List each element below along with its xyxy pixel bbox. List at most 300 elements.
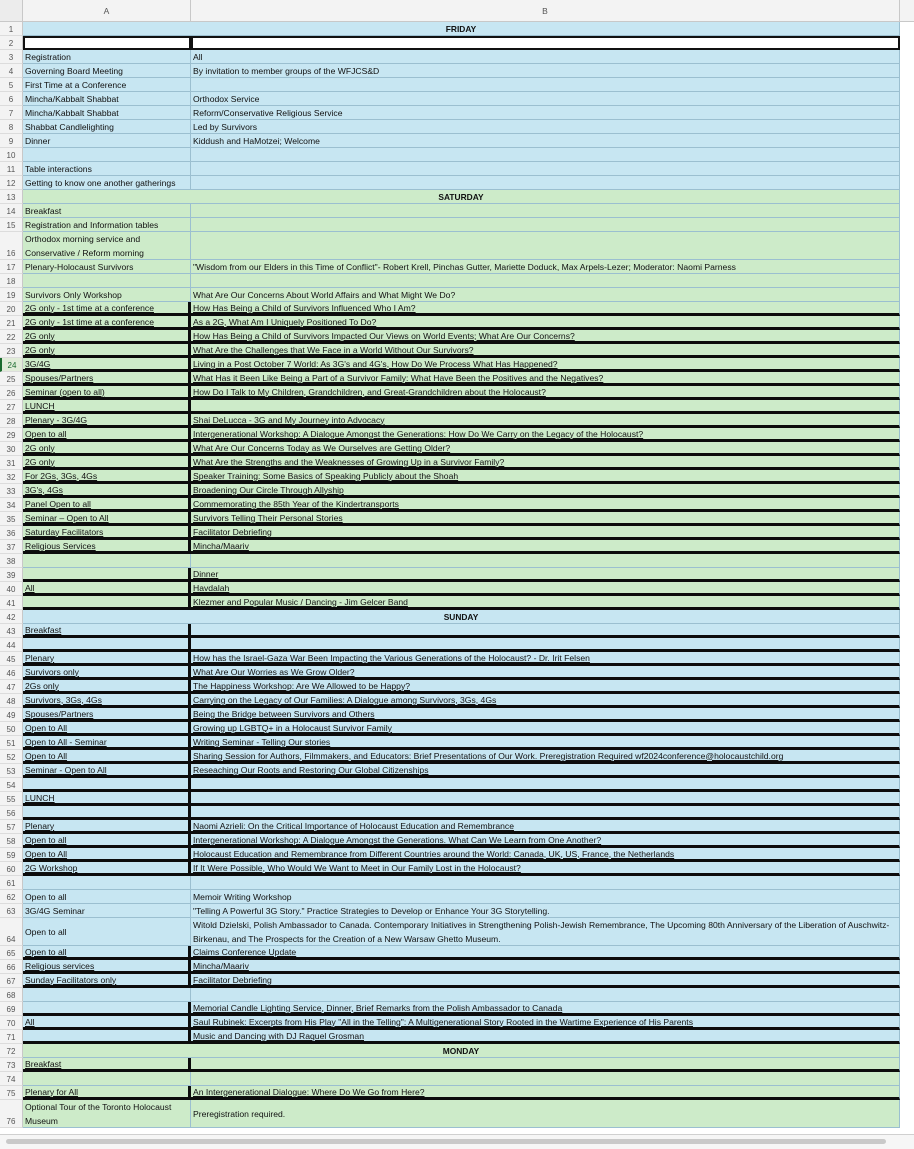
cell-a[interactable] <box>23 862 191 876</box>
row-number[interactable]: 65 <box>0 946 23 960</box>
row-number[interactable]: 50 <box>0 722 23 736</box>
cell-a[interactable] <box>23 470 191 484</box>
row-number[interactable]: 14 <box>0 204 23 218</box>
cell-b[interactable] <box>191 134 900 148</box>
row-number[interactable]: 51 <box>0 736 23 750</box>
cell-b[interactable] <box>191 78 900 92</box>
row-number[interactable]: 53 <box>0 764 23 778</box>
row-number[interactable]: 45 <box>0 652 23 666</box>
sheet-row <box>0 92 914 106</box>
row-number[interactable]: 7 <box>0 106 23 120</box>
cell-a[interactable] <box>23 372 191 386</box>
sheet-row <box>0 764 914 778</box>
cell-a[interactable] <box>23 148 191 162</box>
row-number[interactable]: 13 <box>0 190 23 204</box>
cell-b[interactable] <box>191 834 900 848</box>
row-number[interactable]: 23 <box>0 344 23 358</box>
row-number[interactable]: 41 <box>0 596 23 610</box>
cell-a[interactable] <box>23 204 191 218</box>
cell-a[interactable] <box>23 554 191 568</box>
cell-a[interactable] <box>23 36 191 50</box>
row-number[interactable]: 9 <box>0 134 23 148</box>
cell-a[interactable] <box>23 918 191 946</box>
cell-a[interactable] <box>23 218 191 232</box>
cell-a[interactable] <box>23 526 191 540</box>
cell-a-text: 2G only <box>25 442 55 453</box>
cell-a[interactable] <box>23 50 191 64</box>
cell-a[interactable] <box>23 904 191 918</box>
cell-b[interactable] <box>191 316 900 330</box>
sheet-row <box>0 442 914 456</box>
row-number[interactable]: 47 <box>0 680 23 694</box>
row-number[interactable]: 42 <box>0 610 23 624</box>
cell-b[interactable] <box>191 708 900 722</box>
cell-a[interactable] <box>23 1086 191 1100</box>
cell-a-text: Religious Services <box>25 540 96 551</box>
column-header-a[interactable]: A <box>23 0 191 21</box>
row-number[interactable]: 73 <box>0 1058 23 1072</box>
cell-a[interactable] <box>23 974 191 988</box>
cell-b[interactable] <box>191 540 900 554</box>
cell-a[interactable] <box>23 708 191 722</box>
cell-b[interactable] <box>191 624 900 638</box>
cell-b[interactable] <box>191 50 900 64</box>
cell-a[interactable] <box>23 1058 191 1072</box>
cell-a-text: All <box>25 1016 35 1027</box>
row-number[interactable]: 75 <box>0 1086 23 1100</box>
cell-a-text: 2G only <box>25 456 55 467</box>
sheet-row <box>0 778 914 792</box>
cell-b[interactable] <box>191 372 900 386</box>
row-number[interactable]: 72 <box>0 1044 23 1058</box>
cell-b[interactable] <box>191 414 900 428</box>
row-number[interactable]: 62 <box>0 890 23 904</box>
cell-a-text: Survivors, 3Gs, 4Gs <box>25 694 102 705</box>
cell-a[interactable] <box>23 750 191 764</box>
cell-b-text: How Has Being a Child of Survivors Impacted Our Views on World Events; What Are Our Concerns? <box>193 330 575 341</box>
cell-b[interactable] <box>191 484 900 498</box>
cell-a[interactable] <box>23 890 191 904</box>
cell-b[interactable] <box>191 666 900 680</box>
cell-a[interactable] <box>23 540 191 554</box>
cell-b-text: Survivors Telling Their Personal Stories <box>193 512 343 523</box>
cell-b[interactable] <box>191 456 900 470</box>
row-number[interactable]: 36 <box>0 526 23 540</box>
cell-a[interactable] <box>23 568 191 582</box>
cell-b[interactable] <box>191 1058 900 1072</box>
cell-b[interactable] <box>191 554 900 568</box>
cell-b[interactable] <box>191 162 900 176</box>
cell-b[interactable] <box>191 498 900 512</box>
sheet-row <box>0 106 914 120</box>
cell-a-text: For 2Gs, 3Gs, 4Gs <box>25 470 98 481</box>
cell-a[interactable] <box>23 134 191 148</box>
cell-b-text: Saul Rubinek: Excerpts from His Play "All in the Telling": A Multigenerational Story Rooted in the Wartime Experience of His Parents <box>193 1016 693 1027</box>
row-number[interactable]: 31 <box>0 456 23 470</box>
sheet-row <box>0 218 914 232</box>
cell-a-text: Table interactions <box>25 163 92 174</box>
cell-b[interactable] <box>191 1100 900 1128</box>
sheet-row <box>0 918 914 946</box>
cell-a[interactable] <box>23 694 191 708</box>
cell-a[interactable] <box>23 428 191 442</box>
cell-b[interactable] <box>191 694 900 708</box>
cell-b-text: Orthodox Service <box>193 93 260 104</box>
row-number[interactable]: 64 <box>0 918 23 946</box>
cell-b[interactable] <box>191 568 900 582</box>
cell-a[interactable] <box>23 484 191 498</box>
cell-a-text: Governing Board Meeting <box>25 65 123 76</box>
cell-b[interactable] <box>191 1086 900 1100</box>
cell-b[interactable] <box>191 806 900 820</box>
cell-b[interactable] <box>191 1072 900 1086</box>
row-number[interactable]: 26 <box>0 386 23 400</box>
row-number[interactable]: 34 <box>0 498 23 512</box>
row-number[interactable]: 68 <box>0 988 23 1002</box>
cell-a[interactable] <box>23 652 191 666</box>
sheet-row <box>0 792 914 806</box>
cell-b[interactable] <box>191 470 900 484</box>
cell-a[interactable] <box>23 400 191 414</box>
row-number[interactable]: 17 <box>0 260 23 274</box>
cell-a[interactable] <box>23 1072 191 1086</box>
cell-a[interactable] <box>23 792 191 806</box>
row-number[interactable]: 48 <box>0 694 23 708</box>
cell-b[interactable] <box>191 722 900 736</box>
row-number[interactable]: 37 <box>0 540 23 554</box>
cell-b[interactable] <box>191 176 900 190</box>
sheet-row <box>0 526 914 540</box>
cell-b[interactable] <box>191 918 900 946</box>
cell-a-text: Sunday Facilitators only <box>25 974 117 985</box>
cell-a-text: Seminar (open to all) <box>25 386 105 397</box>
cell-b-text: Broadening Our Circle Through Allyship <box>193 484 344 495</box>
cell-a[interactable] <box>23 582 191 596</box>
row-number[interactable]: 29 <box>0 428 23 442</box>
row-number[interactable]: 18 <box>0 274 23 288</box>
cell-a-text: 3G's, 4Gs <box>25 484 63 495</box>
cell-a[interactable] <box>23 1002 191 1016</box>
row-number[interactable]: 67 <box>0 974 23 988</box>
cell-a[interactable] <box>23 386 191 400</box>
row-number[interactable]: 8 <box>0 120 23 134</box>
cell-b[interactable] <box>191 288 900 302</box>
row-number[interactable]: 3 <box>0 50 23 64</box>
cell-b[interactable] <box>191 1016 900 1030</box>
row-number[interactable]: 5 <box>0 78 23 92</box>
cell-b[interactable] <box>191 736 900 750</box>
cell-a-text: Getting to know one another gatherings <box>25 177 176 188</box>
row-number[interactable]: 2 <box>0 36 23 50</box>
cell-a-text: Breakfast <box>25 205 62 216</box>
row-number[interactable]: 71 <box>0 1030 23 1044</box>
row-number[interactable]: 12 <box>0 176 23 190</box>
cell-a[interactable] <box>23 806 191 820</box>
row-number[interactable]: 70 <box>0 1016 23 1030</box>
row-number[interactable]: 10 <box>0 148 23 162</box>
cell-b[interactable] <box>191 946 900 960</box>
cell-a-text: 2G Workshop <box>25 862 78 873</box>
cell-a[interactable] <box>23 848 191 862</box>
row-number[interactable]: 24 <box>0 358 23 372</box>
select-all-corner[interactable] <box>0 0 23 21</box>
cell-a[interactable] <box>23 358 191 372</box>
row-number[interactable]: 69 <box>0 1002 23 1016</box>
day-header-cell[interactable]: FRIDAY <box>23 22 900 36</box>
cell-a[interactable] <box>23 92 191 106</box>
sheet-row <box>0 288 914 302</box>
cell-b[interactable] <box>191 218 900 232</box>
sheet-row <box>0 890 914 904</box>
cell-b[interactable] <box>191 148 900 162</box>
column-header-bar <box>0 0 914 22</box>
row-number[interactable]: 49 <box>0 708 23 722</box>
cell-b-text: How has the Israel-Gaza War Been Impacting the Various Generations of the Holocaust? - Dr. Irit Felsen <box>193 652 590 663</box>
cell-a-text: 2Gs only <box>25 680 59 691</box>
cell-a[interactable] <box>23 456 191 470</box>
cell-b[interactable] <box>191 302 900 316</box>
sheet-row <box>0 652 914 666</box>
row-number[interactable]: 22 <box>0 330 23 344</box>
cell-b[interactable] <box>191 400 900 414</box>
cell-b[interactable] <box>191 64 900 78</box>
cell-b-text: Reform/Conservative Religious Service <box>193 107 343 118</box>
cell-a[interactable] <box>23 288 191 302</box>
cell-a[interactable] <box>23 330 191 344</box>
cell-b-text: Witold Dzielski, Polish Ambassador to Canada. Contemporary Initiatives in Strengthening Polish-Jewish Remembrance, The Upcoming 80th Anniversary of the Liberation of Auschwitz-Birkenau, and The Prospects for the Creation of a New Warsaw Ghetto Museum. <box>193 919 890 944</box>
cell-b[interactable] <box>191 890 900 904</box>
row-number[interactable]: 43 <box>0 624 23 638</box>
row-number[interactable]: 40 <box>0 582 23 596</box>
column-header-b[interactable]: B <box>191 0 900 21</box>
cell-a[interactable] <box>23 960 191 974</box>
cell-a-text: Survivors Only Workshop <box>25 289 122 300</box>
cell-b[interactable] <box>191 876 900 890</box>
row-number[interactable]: 63 <box>0 904 23 918</box>
day-header-cell[interactable]: SUNDAY <box>23 610 900 624</box>
cell-a-text: Open to all <box>25 428 67 439</box>
cell-b[interactable] <box>191 442 900 456</box>
cell-b[interactable] <box>191 344 900 358</box>
row-number[interactable]: 6 <box>0 92 23 106</box>
row-number[interactable]: 44 <box>0 638 23 652</box>
row-number[interactable]: 21 <box>0 316 23 330</box>
row-number[interactable]: 55 <box>0 792 23 806</box>
cell-b[interactable] <box>191 1030 900 1044</box>
cell-a[interactable] <box>23 162 191 176</box>
cell-a[interactable] <box>23 1030 191 1044</box>
cell-b[interactable] <box>191 274 900 288</box>
row-number[interactable]: 19 <box>0 288 23 302</box>
cell-a[interactable] <box>23 260 191 274</box>
cell-a[interactable] <box>23 414 191 428</box>
cell-a[interactable] <box>23 764 191 778</box>
row-number[interactable]: 46 <box>0 666 23 680</box>
row-number[interactable]: 66 <box>0 960 23 974</box>
cell-a-text: Religious services <box>25 960 95 971</box>
cell-a[interactable] <box>23 106 191 120</box>
row-number[interactable]: 11 <box>0 162 23 176</box>
cell-b[interactable] <box>191 36 900 50</box>
cell-a[interactable] <box>23 344 191 358</box>
cell-b[interactable] <box>191 960 900 974</box>
cell-b[interactable] <box>191 260 900 274</box>
cell-b-text: Mincha/Maariv <box>193 540 249 551</box>
row-number[interactable]: 15 <box>0 218 23 232</box>
row-number[interactable]: 4 <box>0 64 23 78</box>
cell-b[interactable] <box>191 120 900 134</box>
cell-b-text: "Wisdom from our Elders in this Time of Conflict"- Robert Krell, Pinchas Gutter, Mariette Doduck, Max Arpels-Lezer; Moderator: Naomi Parness <box>193 261 736 272</box>
cell-a[interactable] <box>23 820 191 834</box>
row-number[interactable]: 60 <box>0 862 23 876</box>
cell-b-text: Intergenerational Workshop: A Dialogue Amongst the Generations. What Can We Learn from One Another? <box>193 834 602 845</box>
cell-b[interactable] <box>191 778 900 792</box>
rows-container <box>0 22 914 1128</box>
cell-b[interactable] <box>191 358 900 372</box>
sheet-row <box>0 78 914 92</box>
cell-a[interactable] <box>23 624 191 638</box>
sheet-row <box>0 176 914 190</box>
sheet-row <box>0 624 914 638</box>
cell-a-text: 3G/4G <box>25 358 51 369</box>
cell-a[interactable] <box>23 946 191 960</box>
row-number[interactable]: 76 <box>0 1100 23 1128</box>
row-number[interactable]: 39 <box>0 568 23 582</box>
cell-a[interactable] <box>23 78 191 92</box>
cell-b[interactable] <box>191 1002 900 1016</box>
row-number[interactable]: 74 <box>0 1072 23 1086</box>
row-number[interactable]: 33 <box>0 484 23 498</box>
cell-b[interactable] <box>191 232 900 260</box>
cell-b[interactable] <box>191 330 900 344</box>
cell-b[interactable] <box>191 904 900 918</box>
cell-a[interactable] <box>23 442 191 456</box>
sheet-row <box>0 750 914 764</box>
cell-b[interactable] <box>191 680 900 694</box>
cell-b-text: What Are Our Worries as We Grow Older? <box>193 666 355 677</box>
row-number[interactable]: 16 <box>0 232 23 260</box>
row-number[interactable]: 1 <box>0 22 23 36</box>
sheet-row <box>0 134 914 148</box>
cell-a[interactable] <box>23 736 191 750</box>
cell-a[interactable] <box>23 1100 191 1128</box>
sheet-row <box>0 414 914 428</box>
sheet-row <box>0 316 914 330</box>
day-header-cell[interactable]: SATURDAY <box>23 190 900 204</box>
row-number[interactable]: 59 <box>0 848 23 862</box>
cell-b[interactable] <box>191 764 900 778</box>
row-number[interactable]: 52 <box>0 750 23 764</box>
cell-a[interactable] <box>23 232 191 260</box>
cell-a[interactable] <box>23 1016 191 1030</box>
cell-a[interactable] <box>23 302 191 316</box>
cell-b-text: Claims Conference Update <box>193 946 297 957</box>
row-number[interactable]: 35 <box>0 512 23 526</box>
cell-b[interactable] <box>191 204 900 218</box>
cell-b[interactable] <box>191 974 900 988</box>
cell-a-text: Seminar – Open to All <box>25 512 109 523</box>
cell-b-text: Led by Survivors <box>193 121 258 132</box>
cell-b[interactable] <box>191 638 900 652</box>
row-number[interactable]: 27 <box>0 400 23 414</box>
cell-a[interactable] <box>23 666 191 680</box>
cell-b[interactable] <box>191 512 900 526</box>
cell-a[interactable] <box>23 988 191 1002</box>
row-number[interactable]: 28 <box>0 414 23 428</box>
day-header-cell[interactable]: MONDAY <box>23 1044 900 1058</box>
cell-b[interactable] <box>191 526 900 540</box>
horizontal-scrollbar[interactable] <box>0 1134 914 1149</box>
cell-b[interactable] <box>191 820 900 834</box>
cell-b[interactable] <box>191 988 900 1002</box>
cell-a[interactable] <box>23 596 191 610</box>
sheet-row <box>0 162 914 176</box>
row-number[interactable]: 30 <box>0 442 23 456</box>
cell-a[interactable] <box>23 316 191 330</box>
sheet-row <box>0 302 914 316</box>
cell-a[interactable] <box>23 120 191 134</box>
cell-a[interactable] <box>23 778 191 792</box>
cell-a[interactable] <box>23 834 191 848</box>
cell-a[interactable] <box>23 638 191 652</box>
cell-b[interactable] <box>191 848 900 862</box>
cell-b-text: Reseaching Our Roots and Restoring Our Global Citizenships <box>193 764 429 775</box>
row-number[interactable]: 58 <box>0 834 23 848</box>
cell-a[interactable] <box>23 722 191 736</box>
cell-b[interactable] <box>191 386 900 400</box>
cell-a[interactable] <box>23 274 191 288</box>
cell-b[interactable] <box>191 106 900 120</box>
cell-b[interactable] <box>191 92 900 106</box>
row-number[interactable]: 32 <box>0 470 23 484</box>
row-number[interactable]: 57 <box>0 820 23 834</box>
cell-b-text: Naomi Azrieli: On the Critical Importance of Holocaust Education and Remembrance <box>193 820 514 831</box>
sheet-row <box>0 330 914 344</box>
cell-a[interactable] <box>23 876 191 890</box>
row-number[interactable]: 54 <box>0 778 23 792</box>
row-number[interactable]: 38 <box>0 554 23 568</box>
cell-b[interactable] <box>191 582 900 596</box>
cell-b[interactable] <box>191 596 900 610</box>
cell-b[interactable] <box>191 652 900 666</box>
sheet-row <box>0 22 914 36</box>
cell-b-text: Facilitator Debriefing <box>193 526 272 537</box>
cell-b-text: Preregistration required. <box>193 1108 286 1119</box>
cell-a-text: Open to All <box>25 722 68 733</box>
cell-a-text: Registration <box>25 51 71 62</box>
sheet-row <box>0 1086 914 1100</box>
cell-b[interactable] <box>191 792 900 806</box>
cell-a[interactable] <box>23 680 191 694</box>
cell-a[interactable] <box>23 512 191 526</box>
row-number[interactable]: 56 <box>0 806 23 820</box>
cell-b[interactable] <box>191 862 900 876</box>
cell-b[interactable] <box>191 428 900 442</box>
cell-a-text: 2G only - 1st time at a conference <box>25 302 154 313</box>
sheet-row <box>0 64 914 78</box>
cell-b-text: If It Were Possible, Who Would We Want to Meet in Our Family Lost in the Holocaust? <box>193 862 521 873</box>
cell-b[interactable] <box>191 750 900 764</box>
cell-b-text: Dinner <box>193 568 219 579</box>
row-number[interactable]: 25 <box>0 372 23 386</box>
cell-a[interactable] <box>23 176 191 190</box>
scrollbar-thumb[interactable] <box>6 1139 886 1144</box>
row-number[interactable]: 20 <box>0 302 23 316</box>
cell-b-text: All <box>193 51 203 62</box>
cell-a[interactable] <box>23 64 191 78</box>
cell-a[interactable] <box>23 498 191 512</box>
row-number[interactable]: 61 <box>0 876 23 890</box>
